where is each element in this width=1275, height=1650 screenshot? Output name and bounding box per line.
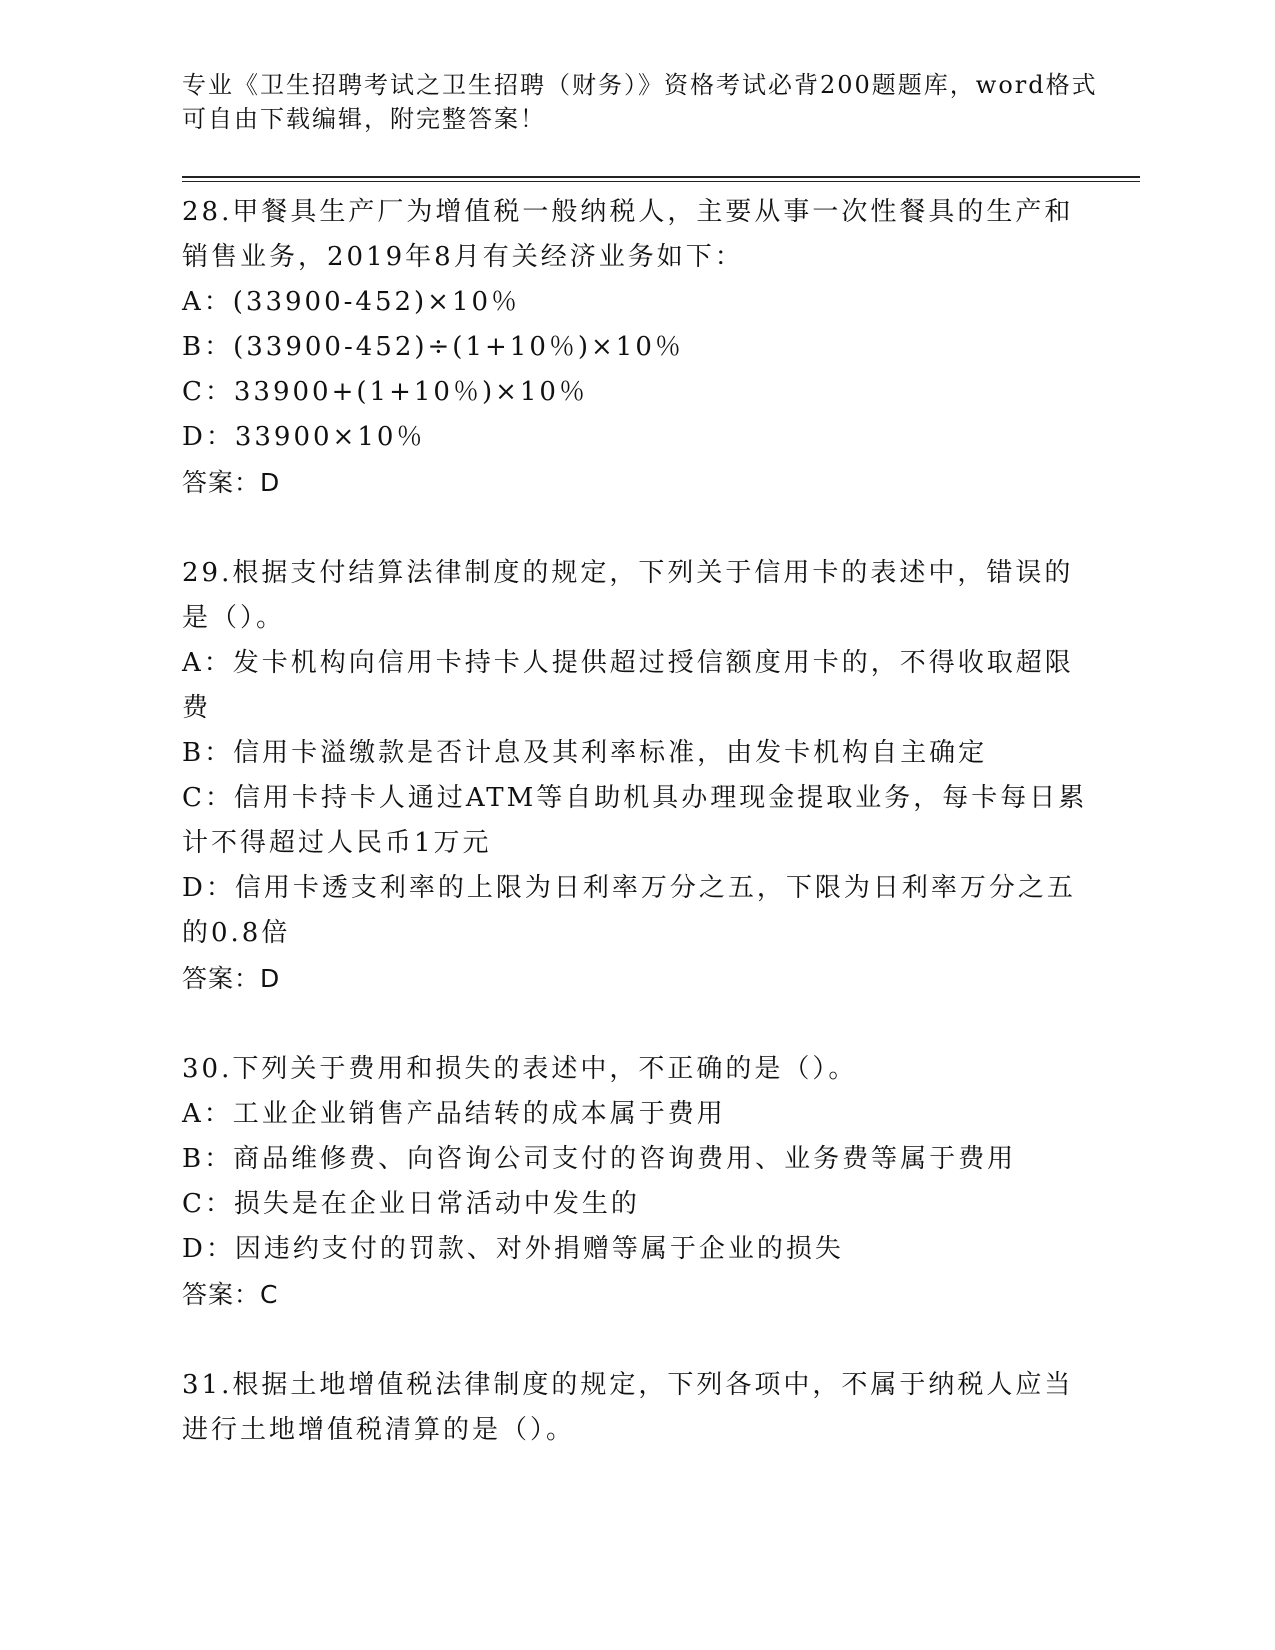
question-text: 进行土地增值税清算的是（）。	[182, 1415, 576, 1445]
header-divider-thick	[182, 176, 1140, 178]
question-29	[182, 551, 1088, 1001]
header-divider-thin	[182, 181, 1140, 182]
option-a: A：工业企业销售产品结转的成本属于费用	[182, 1099, 726, 1129]
option-b: B：(33900-452)÷(1+10％)×10％	[182, 332, 684, 362]
document-header	[182, 68, 1098, 136]
option-a: A：(33900-452)×10％	[182, 287, 521, 317]
question-text: 是（）。	[182, 603, 286, 633]
option-c: C：损失是在企业日常活动中发生的	[182, 1189, 640, 1219]
question-text: 30.下列关于费用和损失的表述中，不正确的是（）。	[182, 1054, 858, 1084]
option-a: A：发卡机构向信用卡持卡人提供超过授信额度用卡的，不得收取超限	[182, 648, 1074, 678]
question-text: 29.根据支付结算法律制度的规定，下列关于信用卡的表述中，错误的	[182, 558, 1074, 588]
option-d: D：信用卡透支利率的上限为日利率万分之五，下限为日利率万分之五	[182, 873, 1076, 903]
option-b: B：信用卡溢缴款是否计息及其利率标准，由发卡机构自主确定	[182, 738, 988, 768]
option-c: C：33900+(1+10％)×10％	[182, 377, 588, 407]
option-a-continued: 费	[182, 693, 212, 723]
option-c-continued: 计不得超过人民币1万元	[182, 828, 492, 858]
option-b: B：商品维修费、向咨询公司支付的咨询费用、业务费等属于费用	[182, 1144, 1017, 1174]
question-31	[182, 1363, 1082, 1453]
option-d: D：因违约支付的罚款、对外捐赠等属于企业的损失	[182, 1234, 844, 1264]
question-text: 销售业务，2019年8月有关经济业务如下：	[182, 242, 744, 272]
option-d: D：33900×10％	[182, 422, 426, 452]
question-text: 28.甲餐具生产厂为增值税一般纳税人，主要从事一次性餐具的生产和	[182, 197, 1074, 227]
option-c: C：信用卡持卡人通过ATM等自助机具办理现金提取业务，每卡每日累	[182, 783, 1088, 813]
question-text: 31.根据土地增值税法律制度的规定，下列各项中，不属于纳税人应当	[182, 1370, 1074, 1400]
question-28	[182, 190, 1082, 505]
question-list	[182, 190, 1088, 1499]
answer-line: 答案：D	[182, 468, 281, 497]
option-d-continued: 的0.8倍	[182, 918, 291, 948]
header-title-line-1: 专业《卫生招聘考试之卫生招聘（财务）》资格考试必背200题题库，word格式	[182, 71, 1098, 99]
answer-line: 答案：C	[182, 1280, 279, 1309]
question-30	[182, 1047, 1082, 1317]
header-title-line-2: 可自由下载编辑，附完整答案！	[182, 105, 546, 133]
answer-line: 答案：D	[182, 964, 281, 993]
